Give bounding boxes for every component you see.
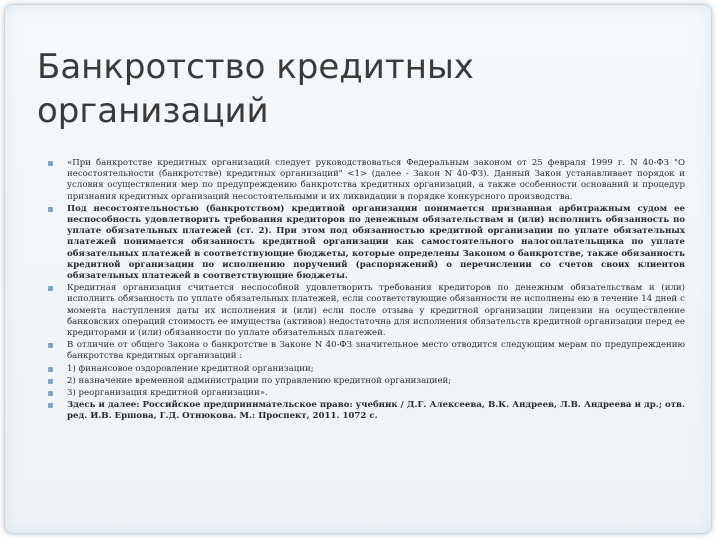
list-item [45, 376, 685, 387]
list-item [45, 400, 685, 422]
list-item-text: 3) реорганизация кредитной организации». [67, 388, 268, 399]
list-item [45, 158, 685, 203]
bullet-list [45, 158, 685, 424]
list-item-text: Здесь и далее: Российское предпринимательское право: учебник / Д.Г. Алексеева, В.К. Андреев, Л.В. Андреева и др.; отв. ред. И.В. Ершова, Г.Д. Отнюкова. М.: Проспект, 2011. 1072 с. [67, 400, 685, 422]
bullet-square-icon [48, 343, 53, 348]
bullet-square-icon [48, 207, 53, 212]
list-item-text: 1) финансовое оздоровление кредитной организации; [67, 363, 314, 374]
list-item [45, 388, 685, 399]
list-item-text: 2) назначение временной администрации по управлению кредитной организацией; [67, 375, 452, 386]
bullet-square-icon [48, 391, 53, 396]
list-item [45, 283, 685, 339]
slide [4, 4, 712, 534]
list-item-text: «При банкротстве кредитных организаций следует руководствоваться Федеральным законом от 25 февраля 1999 г. N 40-ФЗ "О несостоятельности (банкротстве) кредитных организаций" <1> (далее - Закон N 40-ФЗ). Данный Закон устанавливает порядок и условия осуществления мер по предупреждению банкротства кредитных организаций, а также особенности оснований и процедур признания кредитных организаций несостоятельными и их ликвидации в порядке конкурсного производства. [67, 158, 685, 202]
bullet-square-icon [48, 367, 53, 372]
slide-title: Банкротство кредитных организаций [37, 47, 474, 131]
bullet-square-icon [48, 379, 53, 384]
bullet-square-icon [48, 403, 53, 408]
bullet-square-icon [48, 286, 53, 291]
list-item [45, 204, 685, 282]
list-item [45, 340, 685, 362]
list-item-text: В отличие от общего Закона о банкротстве в Законе N 40-ФЗ значительное место отводится следующим мерам по предупреждению банкротства кредитных организаций : [67, 340, 685, 362]
list-item-text: Кредитная организация считается неспособной удовлетворить требования кредиторов по денежным обязательствам и (или) исполнить обязанность по уплате обязательных платежей, если соответствующие обязанности не исполнены ею в течение 14 дней с момента наступления даты их исполнения и (или) если после отзыва у кредитной организации лицензии на осуществление банковских операций стоимость ее имущества (активов) недостаточна для исполнения обязательств кредитной организации перед ее кредиторами и (или) обязанности по уплате обязательных платежей. [67, 283, 685, 339]
list-item [45, 364, 685, 375]
list-item-text: Под несостоятельностью (банкротством) кредитной организации понимается признанная арбитражным судом ее неспособность удовлетворить требования кредиторов по денежным обязательствам и (или) исполнить обязанность по уплате обязательных платежей (ст. 2). При этом под обязанностью кредитной организации по уплате обязательных платежей понимается обязанность кредитной организации как самостоятельного налогоплательщика по уплате обязательных платежей в соответствующие бюджеты, которые определены Законом о банкротстве, также обязанность кредитной организации по исполнению поручений (распоряжений) о перечислении со счетов своих клиентов обязательных платежей в соответствующие бюджеты. [67, 203, 685, 282]
bullet-square-icon [48, 161, 53, 166]
